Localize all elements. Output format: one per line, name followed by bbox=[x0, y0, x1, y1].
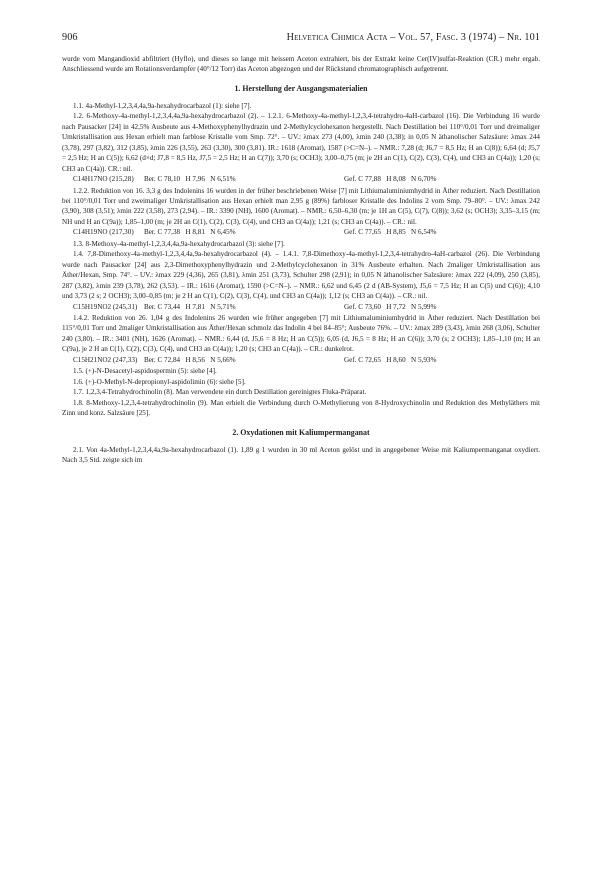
paragraph-1-6: 1.6. (+)-O-Methyl-N-depropionyl-aspidolimin (6): siehe [5]. bbox=[73, 377, 246, 386]
paragraph-1-4: 1.4. 7,8-Dimethoxy-4a-methyl-1,2,3,4,4a,9a-hexahydrocarbazol (4). – 1.4.1. 7,8-Dimethoxy-4a-methyl-1,2,3,4-tetrahydro-4aH-carbazol (26). Die Verbindung wurde nach Pausacker [24] aus 2,3-Dimethoxyphenylhydrazin und 2-Methylcyclohexanon in 31% Ausbeute erhalten. Nach 2maliger Umkristallisation aus Äther/Hexan, Smp. 74°. – UV.: λmax 229 (4,36), 265 (3,81), λmin 251 (3,73), Schulter 298 (2,91); in 0,05 N äthanolischer Salzsäure: λmax 222 (4,09), 250 (3,85), 287 (3,82), λmin 239 (3,78), 262 (3,53). – IR.: 1616 (Aromat), 1590 (>C=N–). – NMR.: 6,62 und 6,45 (2 d (AB-System), J5,6 = 7,5 Hz; H an C(5) und C(6)); 4,10 und 3,73 (2 s; 2 OCH3); 3,00–0,85 (m; je 2 H an C(1), C(2), C(3), C(4), und CH3 an C(4a)); 1,12 (s; CH3 an C(4a)). – CR.: nil. bbox=[62, 250, 540, 301]
article-page bbox=[62, 32, 540, 465]
intro-paragraph: wurde vom Mangandioxid abfiltriert (Hyflo), und dieses so lange mit heissem Aceton extrahiert, bis der Extrakt keine Cer(IV)sulfat-Reaktion (CR.) mehr ergab. Anschliessend wurde am Rotationsverdampfer (40°/12 Torr) das Aceton abgezogen und der Rückstand chromatographisch aufgetrennt. bbox=[62, 55, 540, 74]
page-number: 906 bbox=[62, 32, 78, 43]
calc-26: Ber. C 73,44 H 7,81 N 5,71% bbox=[144, 302, 236, 311]
formula-2: C14H19NO (217,30) bbox=[73, 228, 134, 237]
paragraph-1-4-2: 1.4.2. Reduktion von 26. 1,04 g des Indolenins 26 wurden wie früher angegeben [7] mit Lithiumaluminiumhydrid in Äther reduziert. Nach Destillation bei 115°/0,01 Torr und 2maliger Umkristallisation aus Äther/Hexan schmolz das Indolin 4 bei 84–85°; Ausbeute 76%. – UV.: λmax 289 (3,43), λmin 268 (3,06), Schulter 240 (3,80). – IR.: 3401 (NH), 1626 (Aromat). – NMR.: 6,44 (d, J5,6 = 8 Hz; H an C(5)); 6,05 (d, J6,5 = 8 Hz; H an C(6)); 3,70 (s; 2 OCH3); 1,85–1,10 (m; H an C(9a), je 2 H an C(1), C(2), C(3), C(4), und CH3 an C(4a)); 1,20 (s; CH3 an C(4a)). – CR.: dunkelrot. bbox=[62, 313, 540, 354]
found-26: Gef. C 73,60 H 7,72 N 5,99% bbox=[344, 302, 437, 311]
paragraph-1-2-2: 1.2.2. Reduktion von 16. 3,3 g des Indolenins 16 wurden in der früher beschriebenen Weise [7] mit Lithiumaluminiumhydrid in Äther reduziert. Nach Destillation bei 110°/0,01 Torr und zweimaliger Umkristallisation aus Hexan erhielt man 2,95 g (89%) farbloser Kristalle des Indolins 2 vom Smp. 79–80°. – UV.: λmax 242 (3,90), 308 (3,51); λmin 222 (3,58), 273 (2,94). – IR.: 3390 (NH), 1600 (Aromat). – NMR.: 6,50–6,30 (m; je 1H an C(5), C(7), C(8)); 3,62 (s; OCH3); 3,35–3,15 (m; NH und H an C(9a)); 1,85–1,00 (m; je 2H an C(1), C(2), C(3), C(4), und CH3 an C(4a)); 1,21 (s; CH3 an C(4a)). – CR.: nil. bbox=[62, 186, 540, 226]
analysis-line-26 bbox=[62, 302, 540, 312]
analysis-line-16 bbox=[62, 174, 540, 184]
paragraph-2-1: 2.1. Von 4a-Methyl-1,2,3,4,4a,9a-hexahydrocarbazol (1). 1,89 g 1 wurden in 30 ml Aceton gelöst und in angegebener Weise mit Kaliumpermanganat oxydiert. Nach 3,5 Std. zeigte sich im bbox=[62, 445, 540, 464]
section-1-heading: 1. Herstellung der Ausgangsmaterialien bbox=[234, 83, 368, 93]
calc-16: Ber. C 78,10 H 7,96 N 6,51% bbox=[144, 175, 236, 184]
formula-16: C14H17NO (215,28) bbox=[73, 175, 134, 184]
paragraph-1-5: 1.5. (+)-N-Desacetyl-aspidospermin (5): siehe [4]. bbox=[73, 367, 217, 376]
analysis-line-4 bbox=[62, 355, 540, 365]
calc-2: Ber. C 77,38 H 8,81 N 6,45% bbox=[144, 228, 236, 237]
paragraph-1-3: 1.3. 8-Methoxy-4a-methyl-1,2,3,4,4a,9a-hexahydrocarbazol (3): siehe [7]. bbox=[73, 239, 285, 248]
paragraph-1-1: 1.1. 4a-Methyl-1,2,3,4,4a,9a-hexahydrocarbazol (1): siehe [7]. bbox=[73, 101, 252, 110]
paragraph-1-2: 1.2. 6-Methoxy-4a-methyl-1,2,3,4,4a,9a-hexahydrocarbazol (2). – 1.2.1. 6-Methoxy-4a-methyl-1,2,3,4-tetrahydro-4aH-carbazol (16). Die Verbindung 16 wurde nach Pausacker [24] in 42,5% Ausbeute aus 4-Methoxyphenylhydrazin und 2-Methylcyclohexanon hergestellt. Nach Destillation bei 110°/0,01 Torr und dreimaliger Umkristallisation aus Hexan erhielt man farblose Kristalle vom Smp. 72°. – UV.: λmax 273 (4,00), λmin 240 (3,38); in 0,05 N äthanolischer Salzsäure: λmax 244 (3,78), 297 (3,82), 312 (3,85), λmin 226 (3,55), 263 (3,30), 300 (3,81). IR.: 1618 (Aromat), 1587 (>C=N–). – NMR.: 7,28 (d; J6,7 = 8,5 Hz; H an C(8)); 6,64 (d; J5,7 = 2,5 Hz; H an C(5)); 6,62 (d×d; J7,8 = 8,5 Hz, J7,5 = 2,5 Hz; H an C(7)); 3,70 (s; OCH3); 3,00–0,75 (m; je 2H an C(1), C(2), C(3), C(4), und CH3 an C(4a)); 1,20 (s; CH3 an C(4a)). CR.: nil. bbox=[62, 112, 540, 173]
found-16: Gef. C 77,88 H 8,08 N 6,70% bbox=[344, 175, 437, 184]
formula-4: C15H21NO2 (247,33) bbox=[73, 355, 138, 364]
running-header bbox=[62, 32, 540, 46]
paragraph-1-8: 1.8. 8-Methoxy-1,2,3,4-tetrahydrochinolin (9). Man erhielt die Verbindung durch O-Methylierung von 8-Hydroxychinolin und Reduktion des Methyläthers mit Zinn und konz. Salzsäure [25]. bbox=[62, 398, 540, 418]
calc-4: Ber. C 72,84 H 8,56 N 5,66% bbox=[144, 355, 236, 364]
formula-26: C15H19NO2 (245,31) bbox=[73, 302, 138, 311]
paragraph-1-7: 1.7. 1,2,3,4-Tetrahydrochinolin (8). Man verwendete ein durch Destillation gereinigtes Fluka-Präparat. bbox=[73, 388, 367, 397]
found-2: Gef. C 77,65 H 8,85 N 6,54% bbox=[344, 228, 437, 237]
analysis-line-2 bbox=[62, 227, 540, 237]
found-4: Gef. C 72,65 H 8,60 N 5,93% bbox=[344, 355, 437, 364]
journal-title: Helvetica Chimica Acta – Vol. 57, Fasc. 3 (1974) – Nr. 101 bbox=[286, 32, 540, 43]
section-2-heading: 2. Oxydationen mit Kaliumpermanganat bbox=[232, 427, 370, 437]
